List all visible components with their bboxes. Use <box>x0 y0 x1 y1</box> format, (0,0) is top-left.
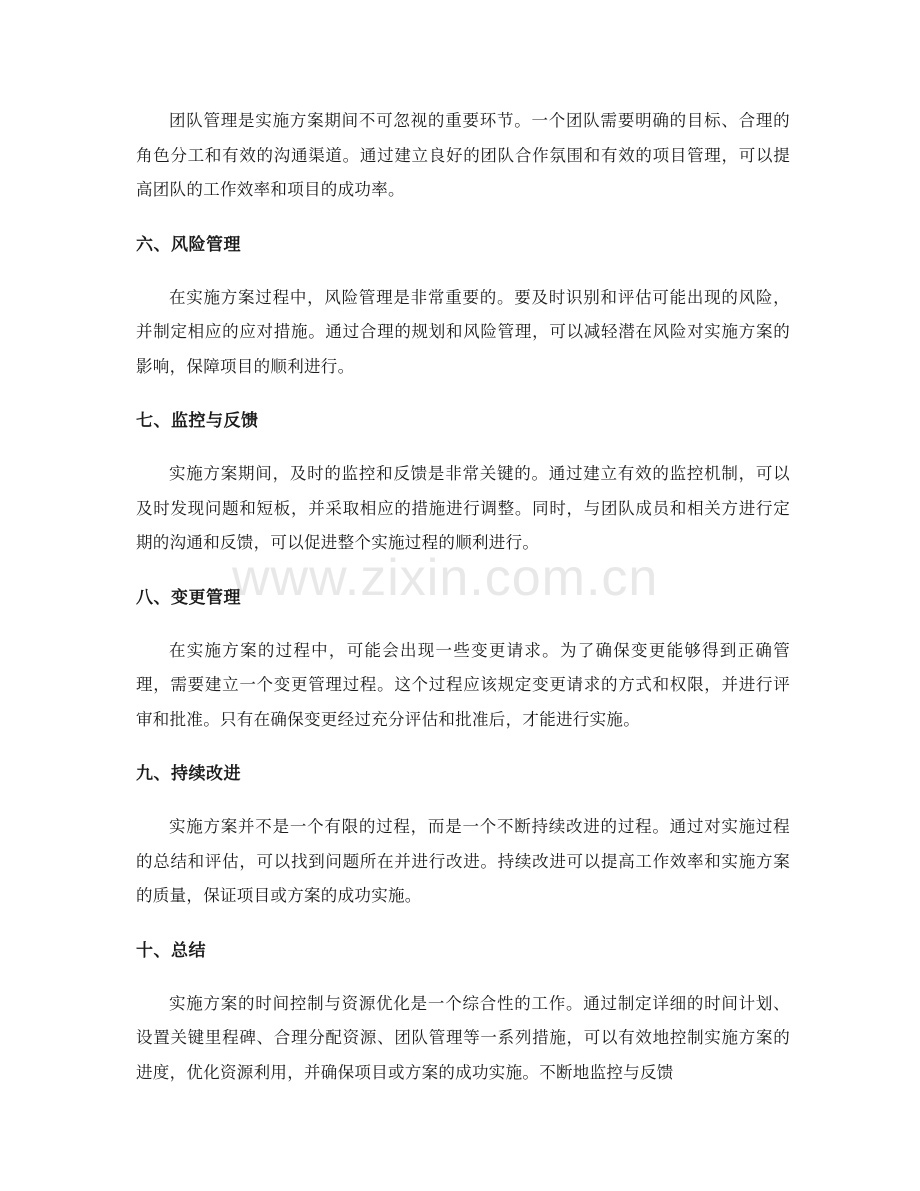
intro-paragraph: 团队管理是实施方案期间不可忽视的重要环节。一个团队需要明确的目标、合理的角色分工和有效的沟通渠道。通过建立良好的团队合作氛围和有效的项目管理，可以提高团队的工作效率和项目的成功率。 <box>136 111 790 199</box>
section-heading-risk: 六、风险管理 <box>136 234 241 255</box>
section-heading-improvement: 九、持续改进 <box>136 764 241 784</box>
section-paragraph-change: 在实施方案的过程中，可能会出现一些变更请求。为了确保变更能够得到正确管理，需要建立一个变更管理过程。这个过程应该规定变更请求的方式和权限，并进行评审和批准。只有在确保变更经过充分评估和批准后，才能进行实施。 <box>136 640 790 729</box>
section-paragraph-risk: 在实施方案过程中，风险管理是非常重要的。要及时识别和评估可能出现的风险，并制定相应的应对措施。通过合理的规划和风险管理，可以减轻潜在风险对实施方案的影响，保障项目的顺利进行。 <box>136 287 790 376</box>
document-content <box>136 104 790 1090</box>
section-paragraph-improvement: 实施方案并不是一个有限的过程，而是一个不断持续改进的过程。通过对实施过程的总结和评估，可以找到问题所在并进行改进。持续改进可以提高工作效率和实施方案的质量，保证项目或方案的成功实施。 <box>136 817 790 905</box>
section-paragraph-monitoring: 实施方案期间，及时的监控和反馈是非常关键的。通过建立有效的监控机制，可以及时发现问题和短板，并采取相应的措施进行调整。同时，与团队成员和相关方进行定期的沟通和反馈，可以促进整个实施过程的顺利进行。 <box>136 464 790 552</box>
section-heading-change: 八、变更管理 <box>136 587 241 608</box>
section-heading-summary: 十、总结 <box>136 940 206 961</box>
section-paragraph-summary: 实施方案的时间控制与资源优化是一个综合性的工作。通过制定详细的时间计划、设置关键里程碑、合理分配资源、团队管理等一系列措施，可以有效地控制实施方案的进度，优化资源利用，并确保项目或方案的成功实施。不断地监控与反馈 <box>136 993 790 1082</box>
watermark-text: www.zixin.com.cn <box>232 549 659 607</box>
section-heading-monitoring: 七、监控与反馈 <box>136 411 259 431</box>
